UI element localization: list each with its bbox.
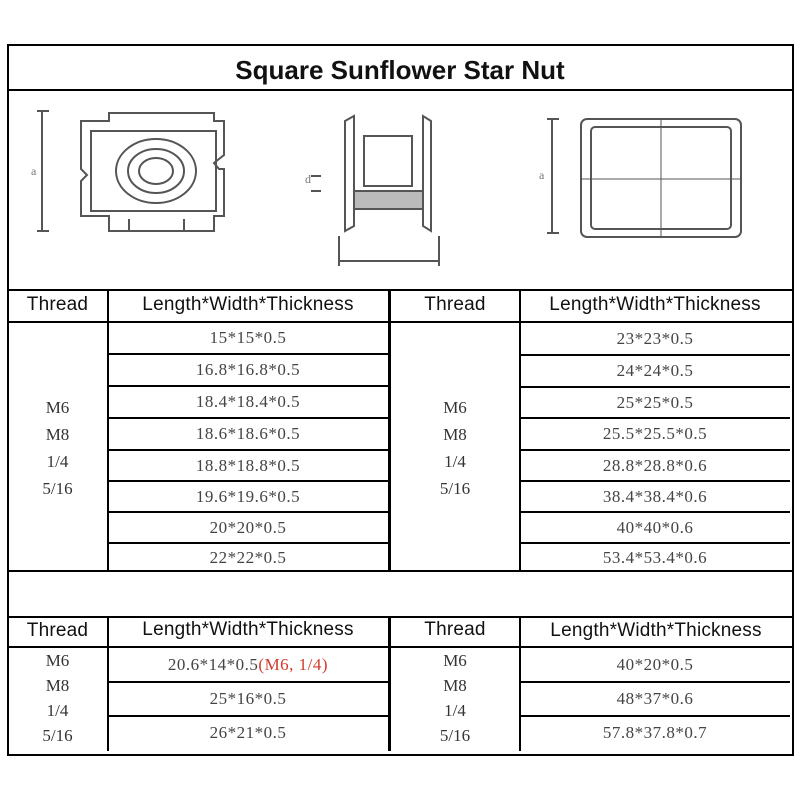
row-divider [108, 511, 388, 513]
thread-label: 5/16 [439, 726, 471, 745]
thread-label: M6 [45, 398, 70, 417]
table2-header-thread-right: Thread [424, 619, 486, 640]
page-title: Square Sunflower Star Nut [235, 55, 565, 85]
thread-label: 5/16 [42, 479, 73, 498]
row-divider [108, 353, 388, 355]
thread-label: M8 [45, 425, 70, 444]
row-divider [520, 715, 790, 717]
thread-label: M8 [443, 676, 467, 695]
row-divider [108, 715, 388, 717]
table1-right-size-row: 28.8*28.8*0.6 [602, 456, 708, 475]
table2-header-thread-left: Thread [26, 620, 89, 641]
table1-right-size-row: 24*24*0.5 [616, 361, 694, 380]
size-value: 20.6*14*0.5 [167, 655, 259, 674]
table2-left-threads [7, 648, 108, 748]
thread-label: M8 [45, 676, 70, 695]
table2-right-size-row: 57.8*37.8*0.7 [602, 723, 708, 742]
svg-text:a: a [539, 168, 545, 182]
technical-drawing [9, 91, 790, 290]
table1-right-size-row: 40*40*0.6 [616, 518, 694, 537]
square-view-drawing [539, 119, 741, 237]
row-divider [520, 542, 790, 544]
row-divider [108, 449, 388, 451]
table1-left-size-row: 22*22*0.5 [209, 548, 287, 567]
side-view-drawing [305, 116, 439, 266]
front-view-drawing [31, 111, 224, 231]
table2-left-size-row [108, 650, 388, 680]
row-divider [108, 542, 388, 544]
table1-header-size-right: Length*Width*Thickness [549, 294, 761, 315]
row-divider [108, 480, 388, 482]
table1-left-size-row: 15*15*0.5 [209, 328, 287, 347]
row-divider [520, 480, 790, 482]
thread-label: 1/4 [444, 701, 466, 720]
table1-left-size-row: 18.6*18.6*0.5 [195, 424, 301, 443]
table1-left-size-row: 18.8*18.8*0.5 [195, 456, 301, 475]
thread-label: 1/4 [46, 452, 69, 471]
table2-right-threads [390, 648, 520, 748]
thread-label: 5/16 [42, 726, 73, 745]
row-divider [520, 386, 790, 388]
table2-top-line [7, 616, 792, 618]
table2-right-size-row: 40*20*0.5 [616, 655, 694, 674]
svg-text:a: a [31, 164, 37, 178]
table2-left-size-row: 25*16*0.5 [209, 689, 287, 708]
table1-right-size-row: 38.4*38.4*0.6 [602, 487, 708, 506]
row-divider [520, 354, 790, 356]
thread-label: 1/4 [444, 452, 466, 471]
row-divider [520, 449, 790, 451]
row-divider [108, 417, 388, 419]
thread-label: M6 [45, 651, 70, 670]
table2-header-size-left: Length*Width*Thickness [142, 619, 354, 640]
drawing-divider [7, 289, 792, 291]
thread-label: 1/4 [46, 701, 69, 720]
row-divider [520, 511, 790, 513]
table1-right-size-row: 25*25*0.5 [616, 393, 694, 412]
svg-text:d: d [305, 172, 311, 186]
size-note: (M6, 1/4) [258, 655, 329, 674]
table1-left-threads [7, 394, 108, 502]
row-divider [108, 385, 388, 387]
table1-left-size-row: 16.8*16.8*0.5 [195, 360, 301, 379]
table1-left-size-row: 19.6*19.6*0.5 [195, 487, 301, 506]
thread-label: M8 [443, 425, 467, 444]
table1-right-threads [390, 394, 520, 502]
thread-label: M6 [443, 398, 467, 417]
row-divider [520, 681, 790, 683]
thread-label: M6 [443, 651, 467, 670]
table1-right-size-row: 23*23*0.5 [616, 329, 694, 348]
row-divider [108, 681, 388, 683]
table1-right-size-row: 25.5*25.5*0.5 [602, 424, 708, 443]
table1-right-size-row: 53.4*53.4*0.6 [602, 548, 708, 567]
table1-left-size-row: 18.4*18.4*0.5 [195, 392, 301, 411]
thread-label: 5/16 [439, 479, 471, 498]
table2-left-size-row: 26*21*0.5 [209, 723, 287, 742]
table1-left-size-row: 20*20*0.5 [209, 518, 287, 537]
table2-right-size-row: 48*37*0.6 [616, 689, 694, 708]
table2-header-size-right: Length*Width*Thickness [550, 620, 762, 641]
table1-header-thread-left: Thread [26, 294, 89, 315]
row-divider [520, 417, 790, 419]
table1-header-size-left: Length*Width*Thickness [142, 294, 354, 315]
table1-bottom-line [7, 570, 792, 572]
table1-header-thread-right: Thread [424, 294, 486, 315]
